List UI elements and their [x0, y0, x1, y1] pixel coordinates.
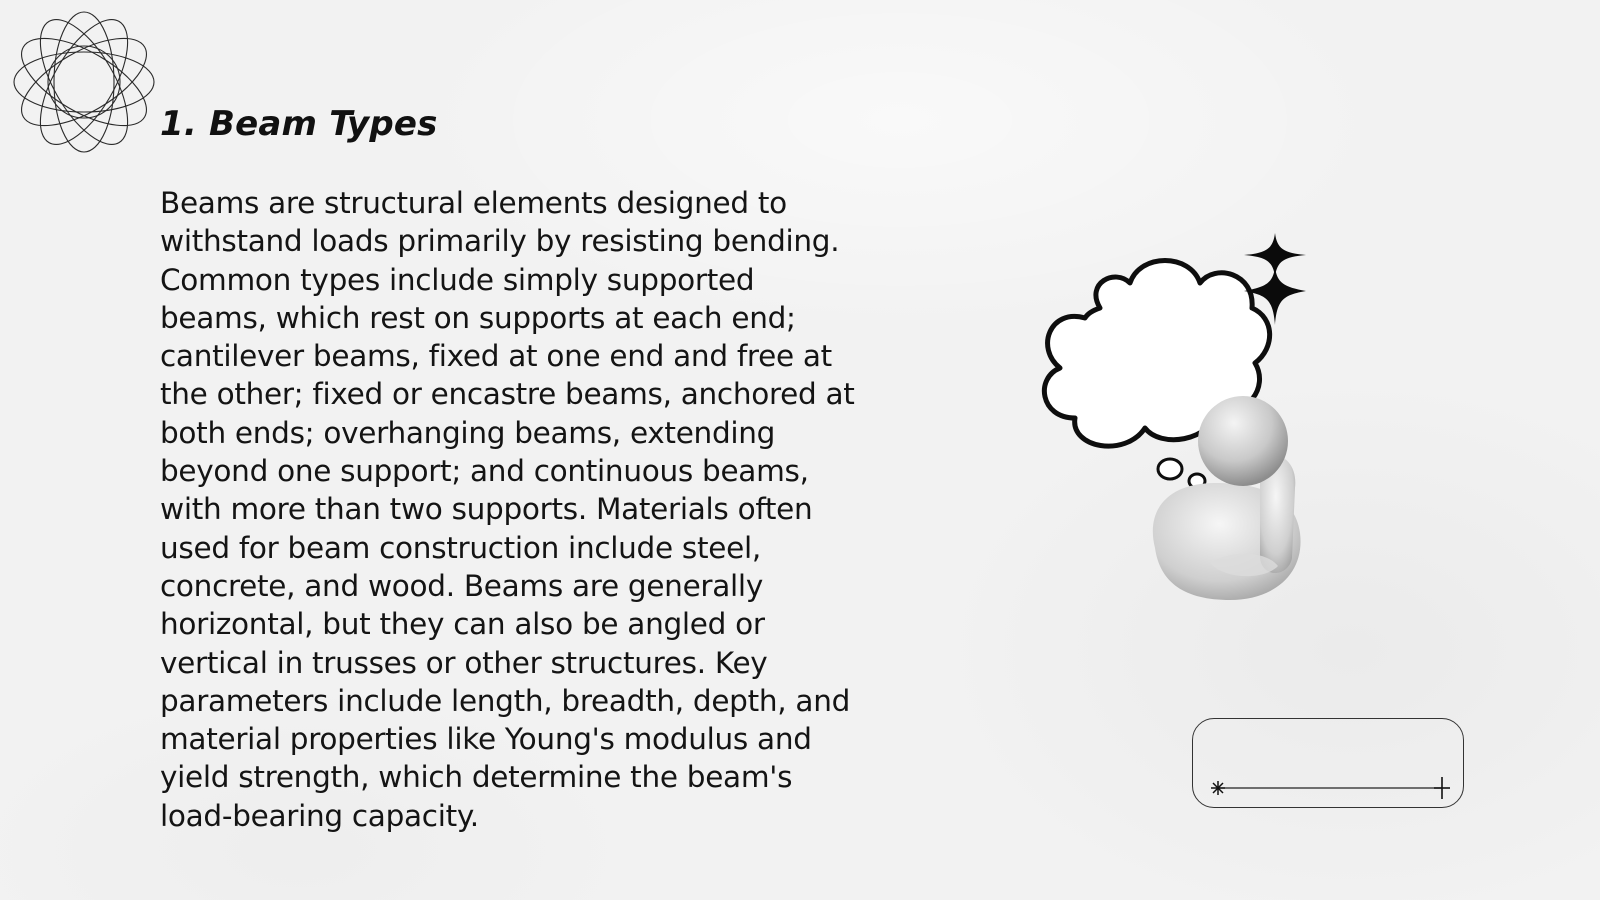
four-point-star-icon: [1244, 233, 1306, 325]
frame-line-icon: [1206, 776, 1456, 800]
slide-title: 1. Beam Types: [160, 104, 438, 144]
thinking-person-illustration: [1030, 228, 1360, 618]
asterisk-icon: [1211, 781, 1225, 795]
slide-body-text: Beams are structural elements designed to withstand loads primarily by resisting bending. Common types include simply supported beams, which rest on supports at each end; cantilever beams, fixed at one end and free at the other; fixed or encastre beams, anchored at both ends; overhanging beams, extending beyond one support; and continuous beams, with more than two supports. Materials often used for beam construction include steel, concrete, and wood. Beams are generally horizontal, but they can also be angled or vertical in trusses or other structures. Key parameters include length, breadth, depth, and material properties like Young's modulus and yield strength, which determine the beam's load-bearing capacity.: [160, 186, 855, 833]
cross-sparkle-icon: [1434, 777, 1450, 799]
orbit-rings-icon: [10, 8, 158, 156]
